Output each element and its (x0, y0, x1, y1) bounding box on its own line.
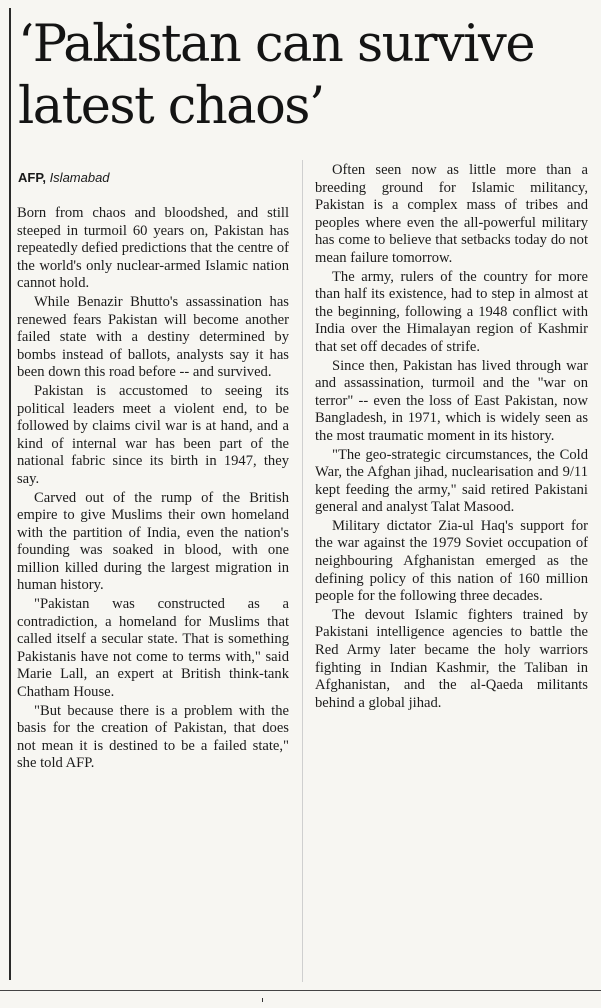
dateline (18, 170, 110, 186)
paragraph: Military dictator Zia-ul Haq's support for the war against the 1979 Soviet occupation of neighbouring Afghanistan emerged as the defining policy of this nation of 160 million people for the following three decades. (315, 517, 588, 605)
dateline-place: Islamabad (49, 170, 110, 185)
paragraph: "Pakistan was constructed as a contradiction, a homeland for Muslims that called itself a secular state. That is something Pakistanis have not come to terms with," said Marie Lall, an expert at British think-tank Chatham House. (17, 596, 289, 701)
paragraph: Often seen now as little more than a breeding ground for Islamic militancy, Pakistan is a complex mass of tribes and peoples where even the all-powerful military has come to believe that setbacks today do not mean failure tomorrow. (315, 162, 588, 266)
headline-line-1: ‘Pakistan can survive (18, 15, 535, 74)
paragraph: The army, rulers of the country for more than half its existence, had to step in almost at the beginning, following a 1948 conflict with India over the Himalayan region of Kashmir that set off decades of strife. (315, 268, 588, 355)
paragraph: "But because there is a problem with the basis for the creation of Pakistan, that does not mean it is destined to be a failed state," she told AFP. (17, 702, 289, 772)
page-tick-mark (262, 998, 263, 1002)
column-divider (302, 160, 303, 982)
dateline-agency: AFP, (18, 170, 46, 185)
paragraph: Born from chaos and bloodshed, and still steeped in turmoil 60 years on, Pakistan has repeatedly defied predictions that the centre of the world's only nuclear-armed Islamic nation cannot hold. (17, 205, 289, 292)
headline-line-2: latest chaos’ (18, 77, 324, 136)
paragraph: "The geo-strategic circumstances, the Cold War, the Afghan jihad, nuclearisation and 9/11 kept feeding the army," said retired Pakistani general and analyst Talat Masood. (315, 446, 588, 516)
left-column (17, 205, 289, 774)
paragraph: The devout Islamic fighters trained by Pakistani intelligence agencies to battle the Red Army later became the holy warriors fighting in Indian Kashmir, the Taliban in Afghanistan, and the al-Qaeda militants behind a global jihad. (315, 606, 588, 711)
paragraph: While Benazir Bhutto's assassination has renewed fears Pakistan will become another failed state with a destiny determined by bombs instead of ballots, analysts say it has been down this road before -- and survived. (17, 293, 289, 381)
paragraph: Since then, Pakistan has lived through war and assassination, turmoil and the "war on terror" -- even the loss of East Pakistan, now Bangladesh, in 1971, which is widely seen as the most traumatic moment in its history. (315, 357, 588, 444)
paragraph: Pakistan is accustomed to seeing its political leaders meet a violent end, to be followed by claims civil war is at hand, and a kind of internal war has been part of the national fabric since its birth in 1947, they say. (17, 382, 289, 487)
paragraph: Carved out of the rump of the British empire to give Muslims their own homeland with the partition of India, even the nation's founding was soaked in blood, with one million killed during the largest migration in human history. (17, 489, 289, 594)
headline (18, 14, 598, 138)
bottom-rule (0, 990, 601, 991)
right-column (315, 162, 588, 713)
left-column-rule (9, 8, 11, 980)
